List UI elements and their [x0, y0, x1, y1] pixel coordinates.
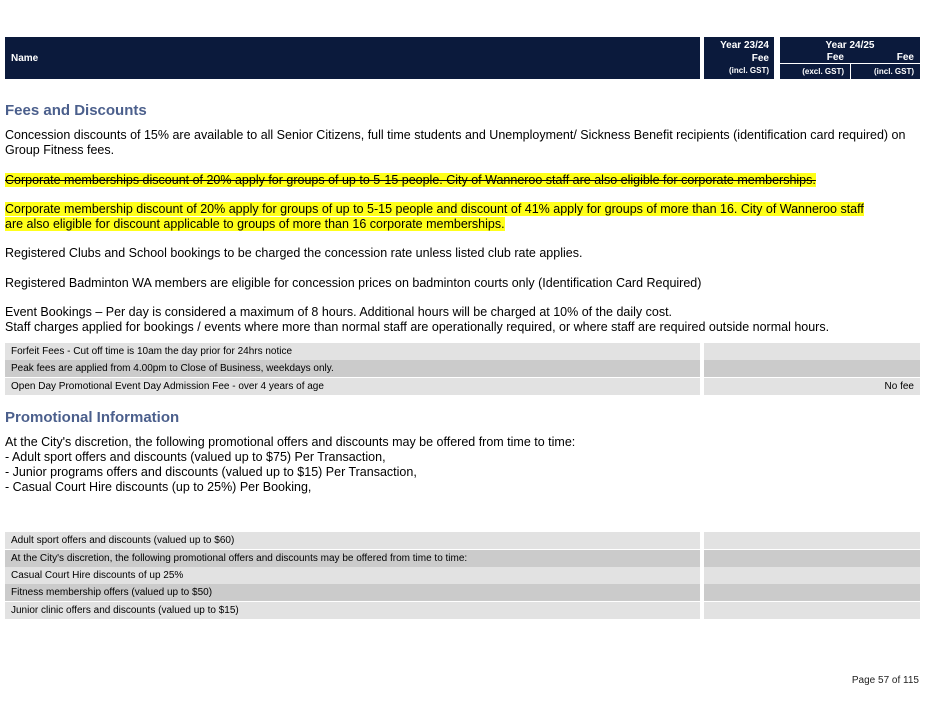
- table-header: [5, 37, 920, 79]
- table-row: [5, 584, 920, 601]
- row-fee: [704, 567, 920, 584]
- header-name-column: [5, 37, 700, 79]
- corporate-old-text: Corporate memberships discount of 20% apply for groups of up to 5-15 people. City of Wanneroo staff are also eligible for corporate memberships.: [5, 173, 816, 187]
- table-row: [5, 550, 920, 567]
- promo-heading: Promotional Information: [5, 409, 180, 426]
- header-year-2324-title: Year 23/24: [720, 40, 769, 51]
- row-name: At the City's discretion, the following promotional offers and discounts may be offered from time to time:: [5, 550, 700, 567]
- table-row: [5, 343, 920, 360]
- header-year-2425-title: Year 24/25: [825, 40, 875, 51]
- table-row: [5, 602, 920, 619]
- corporate-new-line1: Corporate membership discount of 20% apply for groups of up to 5-15 people and discount of 41% apply for groups of more than 16. City of Wanneroo staff: [5, 202, 864, 216]
- header-year-2425-excl-gst: (excl. GST): [802, 67, 844, 76]
- promo-paragraph: [5, 435, 920, 495]
- clubs-paragraph: Registered Clubs and School bookings to be charged the concession rate unless listed club rate applies.: [5, 246, 583, 260]
- corporate-new-line2: are also eligible for discount applicable to groups of more than 16 corporate memberships.: [5, 217, 505, 231]
- promo-line: - Adult sport offers and discounts (valued up to $75) Per Transaction,: [5, 450, 386, 464]
- corporate-new-paragraph: [5, 202, 920, 232]
- header-year-2425-fee-incl: Fee: [896, 52, 914, 63]
- header-year-2425-incl-gst: (incl. GST): [874, 67, 914, 76]
- corporate-old-paragraph: [5, 173, 920, 188]
- header-year-2324-gst: (incl. GST): [729, 66, 769, 75]
- fees-heading: Fees and Discounts: [5, 102, 147, 119]
- row-fee: [704, 602, 920, 619]
- promo-line: - Casual Court Hire discounts (up to 25%) Per Booking,: [5, 480, 312, 494]
- header-year-2425-fee-excl: Fee: [826, 52, 844, 63]
- staff-charges-line: Staff charges applied for bookings / events where more than normal staff are operationally required, or where staff are required outside normal hours.: [5, 320, 830, 334]
- row-name: Peak fees are applied from 4.00pm to Close of Business, weekdays only.: [5, 360, 700, 377]
- row-fee: [704, 532, 920, 549]
- promo-line: - Junior programs offers and discounts (valued up to $15) Per Transaction,: [5, 465, 417, 479]
- table-row: [5, 532, 920, 549]
- badminton-paragraph: Registered Badminton WA members are eligible for concession prices on badminton courts only (Identification Card Required): [5, 276, 702, 290]
- row-name: Junior clinic offers and discounts (valued up to $15): [5, 602, 700, 619]
- promo-line: At the City's discretion, the following promotional offers and discounts may be offered from time to time:: [5, 435, 576, 449]
- header-vertical-divider: [850, 63, 851, 79]
- table-row: [5, 567, 920, 584]
- header-year-2425-column: [780, 37, 920, 79]
- row-name: Forfeit Fees - Cut off time is 10am the day prior for 24hrs notice: [5, 343, 700, 360]
- row-fee: [704, 584, 920, 601]
- event-bookings-paragraph: [5, 305, 920, 335]
- row-name: Fitness membership offers (valued up to $50): [5, 584, 700, 601]
- row-fee: No fee: [704, 378, 920, 395]
- table-row: [5, 378, 920, 395]
- event-bookings-line1: Event Bookings – Per day is considered a maximum of 8 hours. Additional hours will be charged at 10% of the daily cost.: [5, 305, 673, 319]
- concession-paragraph: Concession discounts of 15% are available to all Senior Citizens, full time students and Unemployment/ Sickness Benefit recipients (identification card required) on Group Fitness fees.: [5, 128, 906, 157]
- row-fee: [704, 550, 920, 567]
- row-name: Adult sport offers and discounts (valued up to $60): [5, 532, 700, 549]
- row-fee: [704, 343, 920, 360]
- header-name-label: Name: [11, 53, 39, 64]
- row-fee: [704, 360, 920, 377]
- row-name: Casual Court Hire discounts of up 25%: [5, 567, 700, 584]
- header-year-2324-fee: Fee: [751, 53, 769, 64]
- page-number: Page 57 of 115: [851, 675, 919, 686]
- table-row: [5, 360, 920, 377]
- row-name: Open Day Promotional Event Day Admission Fee - over 4 years of age: [5, 378, 700, 395]
- header-year-2324-column: [704, 37, 774, 79]
